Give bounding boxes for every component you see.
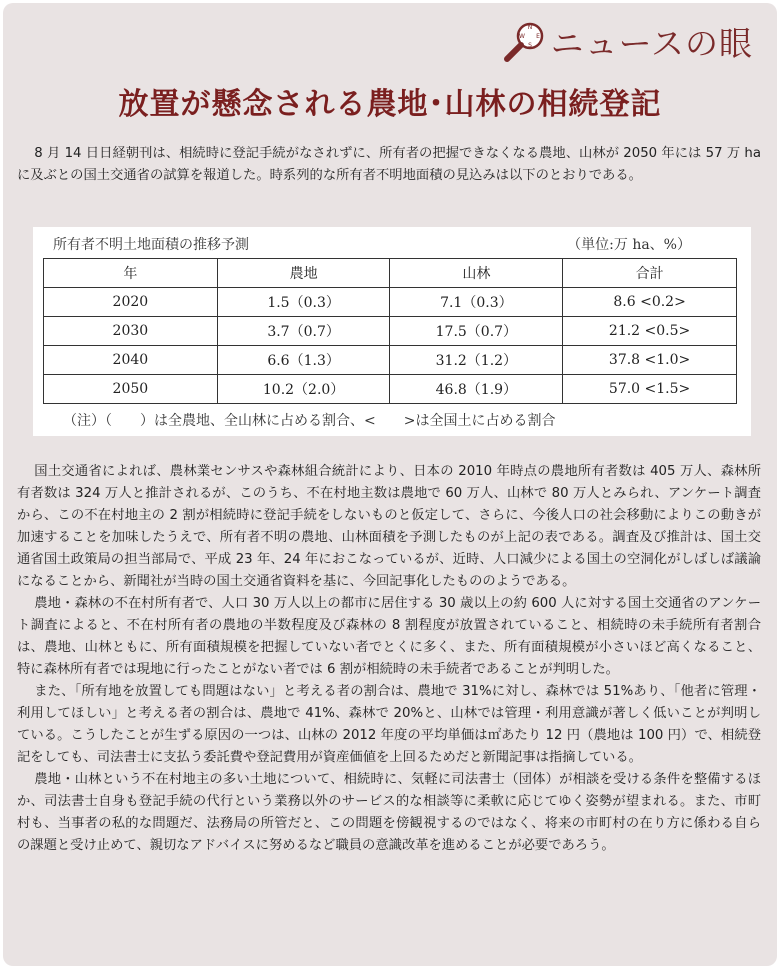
body-paragraph: 農地・山林という不在村地主の多い土地について、相続時に、気軽に司法書士（団体）が相談を受ける条件を整備するほか、司法書士自身も登記手続の代行という業務以外のサービス的な相談等に柔軟に応じてゆく姿勢が望まれる。また、市町村も、当事者の私的な問題だ、法務局の所管だと、この問題を傍観視するのではなく、将来の市町村の在り方に係わる自らの課題と受け止めて、親切なアドバイスに努めるなど職員の意識改革を進めることが必要であろう。 [17,772,761,853]
cell-year: 2020 [44,288,218,317]
svg-text:N: N [527,24,532,31]
body-paragraph: 国土交通省によれば、農林業センサスや森林組合統計により、日本の 2010 年時点の農地所有者数は 405 万人、森林所有者数は 324 万人と推計されるが、このうち、不在村地主数は農地で 60 万人、山林で 80 万人とみられ、アンケート調査から、この不在村地主の 2 割が相続時に登記手続をしないものと仮定して、さらに、今後人口の社会移動によりこの動きが加速することを加味したうえで、所有者不明の農地、山林面積を予測したものが上記の表である。調査及び推計は、国土交通省国土政策局の担当部局で、平成 23 年、24 年におこなっているが、近時、人口減少による国土の空洞化がしばしば議論になることから、新聞社が当時の国土交通省資料を基に、今回記事化したもののようである。 [17,464,761,589]
table-header-row [44,259,737,288]
article-page [3,3,777,966]
cell-forest: 7.1（0.3） [390,288,563,317]
cell-total: 8.6 <0.2> [563,288,737,317]
cell-forest: 31.2（1.2） [390,346,563,375]
cell-year: 2030 [44,317,218,346]
table-row [44,288,737,317]
header-year: 年 [44,259,218,288]
cell-total: 57.0 <1.5> [563,375,737,404]
forecast-table [43,258,737,404]
cell-year: 2050 [44,375,218,404]
svg-text:S: S [527,42,532,49]
article-body [17,461,761,857]
lead-paragraph: 8 月 14 日日経朝刊は、相続時に登記手続がなされずに、所有者の把握できなくなる農地、山林が 2050 年には 57 万 ha に及ぶとの国土交通省の試算を報道した。時系列的な所有者不明地面積の見込みは以下のとおりである。 [17,146,761,183]
cell-farmland: 10.2（2.0） [217,375,390,404]
header-total: 合計 [563,259,737,288]
table-row [44,375,737,404]
cell-forest: 46.8（1.9） [390,375,563,404]
cell-year: 2040 [44,346,218,375]
article-headline: 放置が懸念される農地･山林の相続登記 [118,87,662,122]
cell-total: 37.8 <1.0> [563,346,737,375]
magnifier-compass-icon [503,19,547,67]
cell-farmland: 1.5（0.3） [217,288,390,317]
brand-label: ニュースの眼 [550,23,753,63]
forecast-table-box [33,227,751,436]
cell-farmland: 3.7（0.7） [217,317,390,346]
body-paragraph: また、「所有地を放置しても問題はない」と考える者の割合は、農地で 31%に対し、森林では 51%あり、「他者に管理・利用してほしい」と考える者の割合は、農地で 41%、森林で 20%と、山林では管理・利用意識が著しく低いことが判明している。こうしたことが生ずる原因の一つは、山林の 2012 年度の平均単価は㎡あたり 12 円（農地は 100 円）で、相続登記をしても、司法書士に支払う委託費や登記費用が資産価値を上回るためだと新聞記事は指摘している。 [17,684,761,765]
cell-total: 21.2 <0.5> [563,317,737,346]
table-note: （注）（ ）は全農地、全山林に占める割合、< >は全国土に占める割合 [63,413,556,429]
table-unit: （単位:万 ha、%） [567,237,691,253]
cell-forest: 17.5（0.7） [390,317,563,346]
brand-header [503,19,753,67]
svg-text:W: W [518,33,525,40]
table-caption: 所有者不明土地面積の推移予測 [53,237,249,253]
cell-farmland: 6.6（1.3） [217,346,390,375]
body-paragraph: 農地・森林の不在村所有者で、人口 30 万人以上の都市に居住する 30 歳以上の約 600 人に対する国土交通省のアンケート調査によると、不在村所有者の農地の半数程度及び森林の 8 割程度が放置されていること、相続時の未手続所有者割合は、農地、山林ともに、所有面積規模を把握していない者でとくに多く、また、所有面積規模が小さいほど高くなること、特に森林所有者では現地に行ったことがない者では 6 割が相続時の未手続者であることが判明した。 [17,596,761,677]
svg-text:E: E [535,33,540,40]
table-row [44,346,737,375]
table-row [44,317,737,346]
header-farmland: 農地 [217,259,390,288]
header-forest: 山林 [390,259,563,288]
